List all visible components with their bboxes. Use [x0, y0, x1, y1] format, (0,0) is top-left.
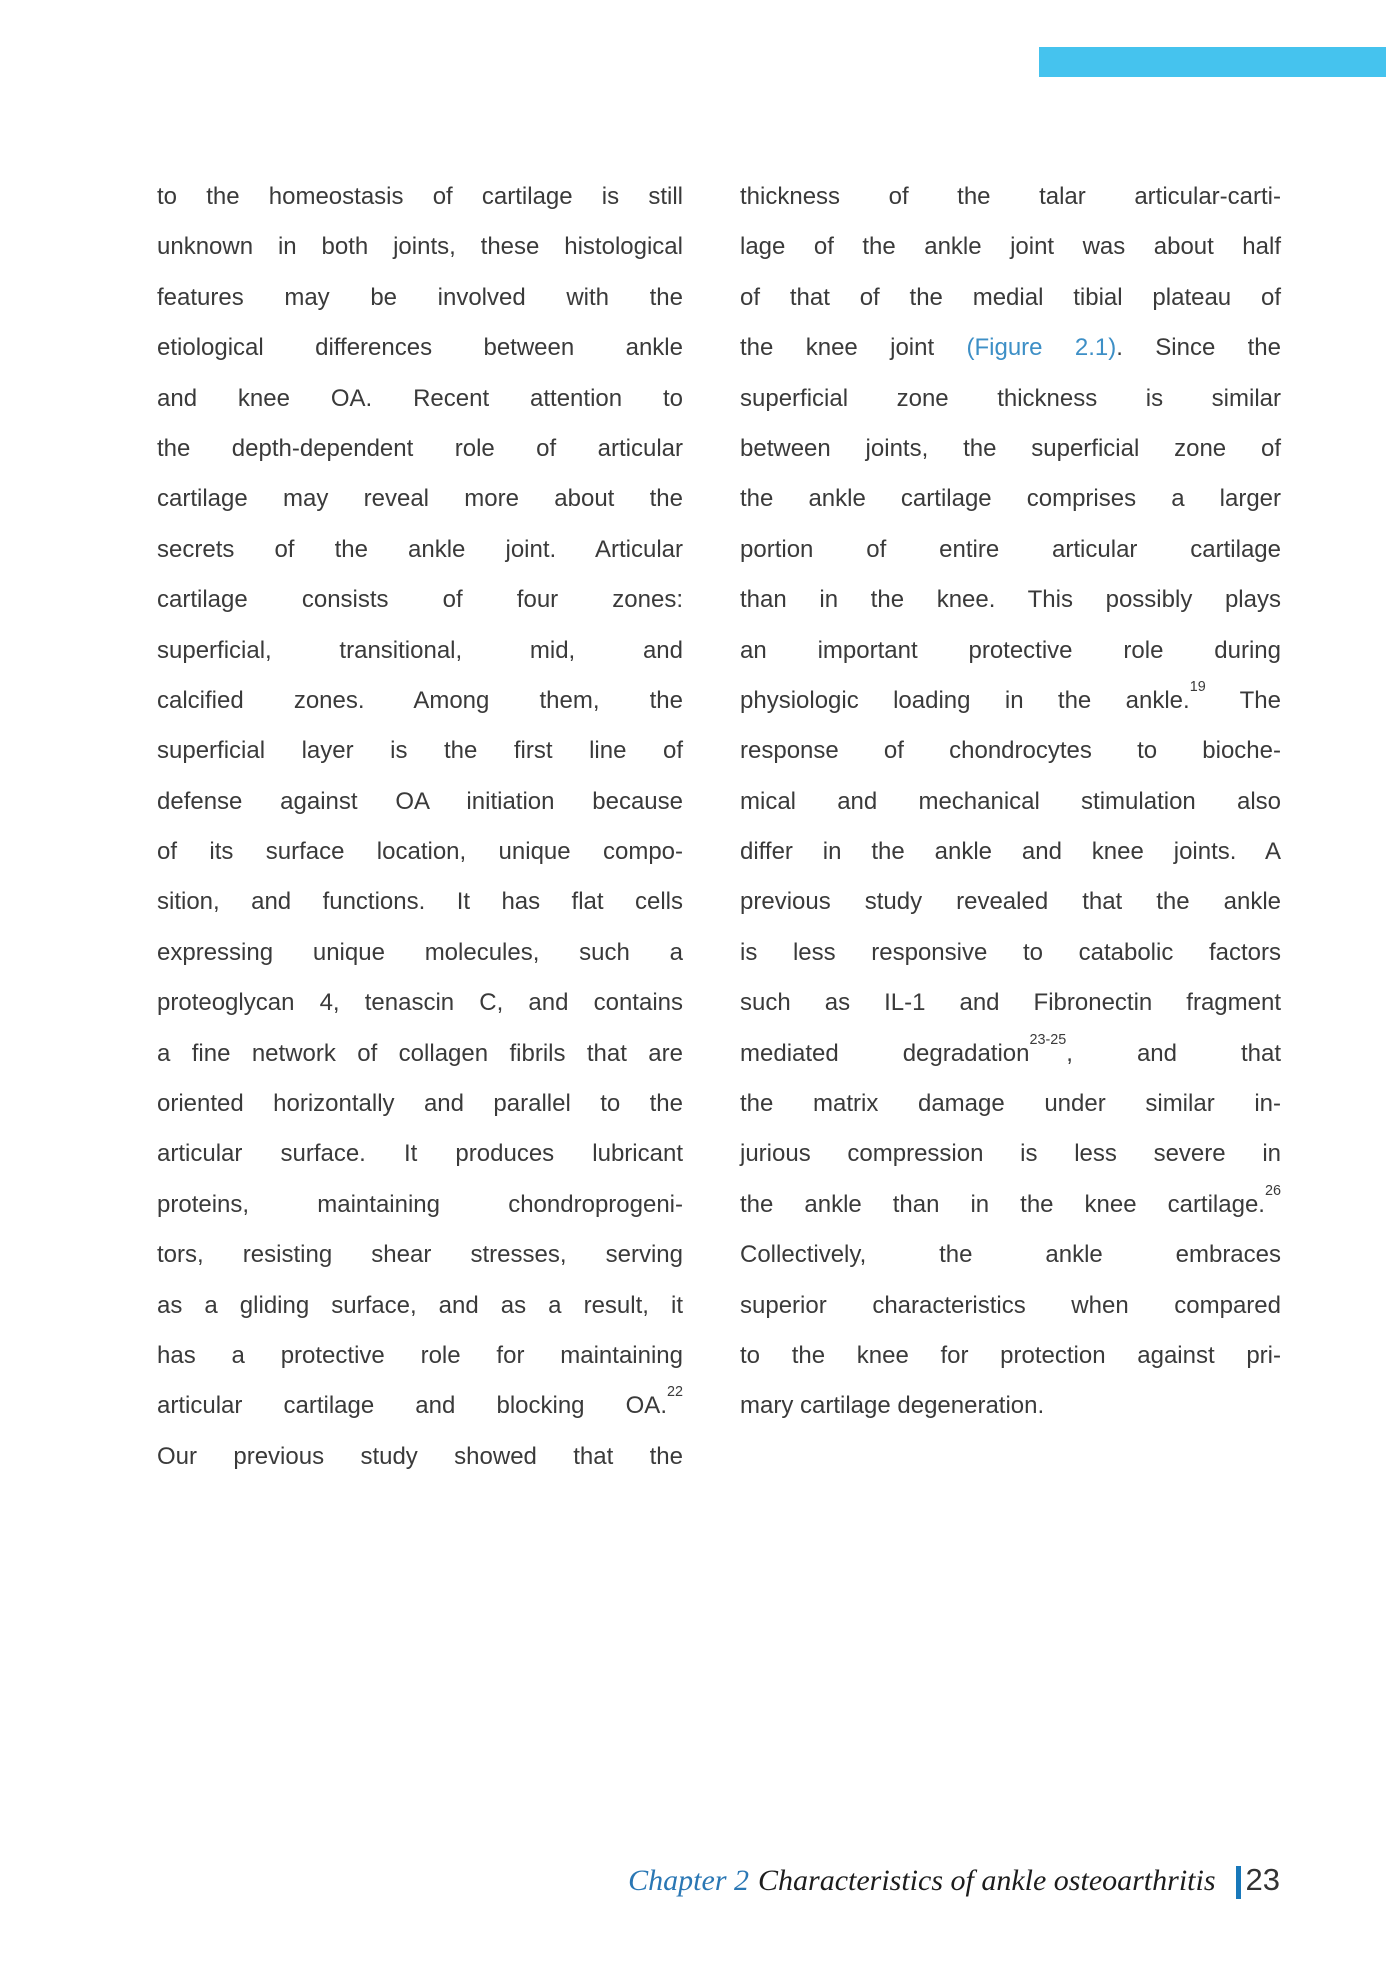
text-line [740, 172, 1281, 222]
text-segment: articular cartilage and blocking OA. [157, 1392, 667, 1420]
text-segment: proteoglycan 4, tenascin C, and contains [157, 989, 683, 1017]
text-line [740, 424, 1281, 474]
text-line [157, 1432, 683, 1482]
text-line [740, 978, 1281, 1028]
text-segment: as a gliding surface, and as a result, it [157, 1291, 683, 1319]
text-line [740, 474, 1281, 524]
text-line [157, 626, 683, 676]
text-segment: defense against OA initiation because [157, 787, 683, 815]
text-line [157, 1129, 683, 1179]
text-line [157, 525, 683, 575]
text-line [157, 726, 683, 776]
reference-superscript: 23-25 [1029, 1031, 1067, 1048]
text-line [740, 827, 1281, 877]
text-segment: superior characteristics when compared [740, 1291, 1281, 1319]
text-line [740, 1331, 1281, 1381]
text-line [740, 1129, 1281, 1179]
text-line [157, 474, 683, 524]
text-line [740, 273, 1281, 323]
text-segment: between joints, the superficial zone of [740, 434, 1281, 462]
text-line [157, 1230, 683, 1280]
text-line [740, 525, 1281, 575]
reference-superscript: 19 [1189, 679, 1206, 695]
text-line [157, 978, 683, 1028]
text-columns [157, 172, 1281, 1482]
text-segment: a fine network of collagen fibrils that are [157, 1039, 683, 1067]
text-segment: expressing unique molecules, such a [157, 938, 683, 966]
text-line [157, 575, 683, 625]
text-segment: secrets of the ankle joint. Articular [157, 535, 683, 563]
text-segment: jurious compression is less severe in [740, 1140, 1281, 1168]
text-line [740, 222, 1281, 272]
text-segment: has a protective role for maintaining [157, 1341, 683, 1369]
page-number: 23 [1245, 1862, 1280, 1897]
text-segment: thickness of the talar articular-carti- [740, 183, 1281, 210]
text-line [157, 877, 683, 927]
text-segment: superficial zone thickness is similar [740, 384, 1281, 412]
text-line [157, 1331, 683, 1381]
text-segment: the knee joint [740, 334, 967, 362]
text-segment: mical and mechanical stimulation also [740, 787, 1281, 815]
text-segment: Collectively, the ankle embraces [740, 1241, 1281, 1269]
text-segment: . Since the [1116, 334, 1282, 362]
text-segment: the ankle cartilage comprises a larger [740, 485, 1281, 513]
text-line [157, 273, 683, 323]
footer-chapter-label: Chapter 2 [628, 1864, 750, 1897]
text-segment: physiologic loading in the ankle. [740, 686, 1190, 714]
text-line [157, 1029, 683, 1079]
text-segment: the matrix damage under similar in- [740, 1090, 1281, 1118]
text-line [157, 1180, 683, 1230]
reference-superscript: 26 [1264, 1182, 1281, 1199]
text-segment: sition, and functions. It has flat cells [157, 888, 683, 916]
text-segment: differ in the ankle and knee joints. A [740, 838, 1281, 866]
text-segment: mediated degradation [740, 1039, 1030, 1067]
text-segment: cartilage may reveal more about the [157, 485, 683, 513]
text-segment: features may be involved with the [157, 283, 683, 311]
text-line [740, 1230, 1281, 1280]
text-line [740, 1079, 1281, 1129]
text-segment: superficial, transitional, mid, and [157, 636, 683, 664]
text-segment: than in the knee. This possibly plays [740, 586, 1281, 614]
header-accent-bar [1039, 47, 1386, 77]
text-line [157, 928, 683, 978]
text-segment: , and that [1066, 1039, 1281, 1067]
footer-chapter-title: Characteristics of ankle osteoarthritis [758, 1864, 1216, 1897]
text-line [157, 222, 683, 272]
text-segment: superficial layer is the first line of [157, 737, 683, 765]
text-line [740, 777, 1281, 827]
text-segment: such as IL-1 and Fibronectin fragment [740, 989, 1281, 1017]
text-line [740, 676, 1281, 726]
text-line [740, 726, 1281, 776]
text-line [740, 374, 1281, 424]
text-segment: the depth-dependent role of articular [157, 434, 683, 462]
text-segment: cartilage consists of four zones: [157, 586, 683, 614]
reference-superscript: 22 [666, 1384, 683, 1401]
text-line [157, 827, 683, 877]
text-line [740, 1180, 1281, 1230]
text-line [740, 1281, 1281, 1331]
text-segment: mary cartilage degeneration. [740, 1392, 1045, 1420]
text-line [157, 374, 683, 424]
text-segment: previous study revealed that the ankle [740, 888, 1281, 916]
text-segment: response of chondrocytes to bioche- [740, 737, 1281, 765]
text-segment: The [1205, 686, 1281, 714]
text-segment: lage of the ankle joint was about half [740, 233, 1281, 261]
text-line [740, 323, 1281, 373]
text-segment: calcified zones. Among them, the [157, 686, 683, 714]
column-right [740, 172, 1281, 1482]
text-segment: and knee OA. Recent attention to [157, 384, 683, 412]
column-left [157, 172, 683, 1482]
text-line [157, 676, 683, 726]
text-segment: is less responsive to catabolic factors [740, 938, 1281, 966]
text-line [740, 1381, 1281, 1431]
text-segment: of its surface location, unique compo- [157, 838, 683, 866]
text-segment: unknown in both joints, these histological [157, 233, 683, 261]
text-segment: an important protective role during [740, 636, 1281, 664]
text-segment: to the knee for protection against pri- [740, 1341, 1281, 1369]
text-segment: articular surface. It produces lubricant [157, 1140, 683, 1168]
footer [628, 1862, 1280, 1898]
figure-link[interactable]: (Figure 2.1) [966, 334, 1117, 362]
text-segment: the ankle than in the knee cartilage. [740, 1190, 1265, 1218]
text-line [157, 1079, 683, 1129]
text-segment: etiological differences between ankle [157, 334, 683, 362]
text-segment: Our previous study showed that the [157, 1442, 683, 1470]
footer-divider [1236, 1866, 1241, 1899]
text-segment: portion of entire articular cartilage [740, 535, 1281, 563]
text-line [740, 626, 1281, 676]
text-line [157, 323, 683, 373]
text-line [157, 172, 683, 222]
text-segment: of that of the medial tibial plateau of [740, 283, 1281, 311]
text-line [157, 777, 683, 827]
text-line [740, 575, 1281, 625]
text-line [740, 877, 1281, 927]
text-line [157, 424, 683, 474]
text-line [157, 1281, 683, 1331]
text-segment: tors, resisting shear stresses, serving [157, 1241, 683, 1269]
text-segment: oriented horizontally and parallel to the [157, 1090, 683, 1118]
text-segment: proteins, maintaining chondroprogeni- [157, 1190, 683, 1218]
text-line [157, 1381, 683, 1431]
text-line [740, 928, 1281, 978]
text-segment: to the homeostasis of cartilage is still [157, 183, 683, 210]
text-line [740, 1029, 1281, 1079]
